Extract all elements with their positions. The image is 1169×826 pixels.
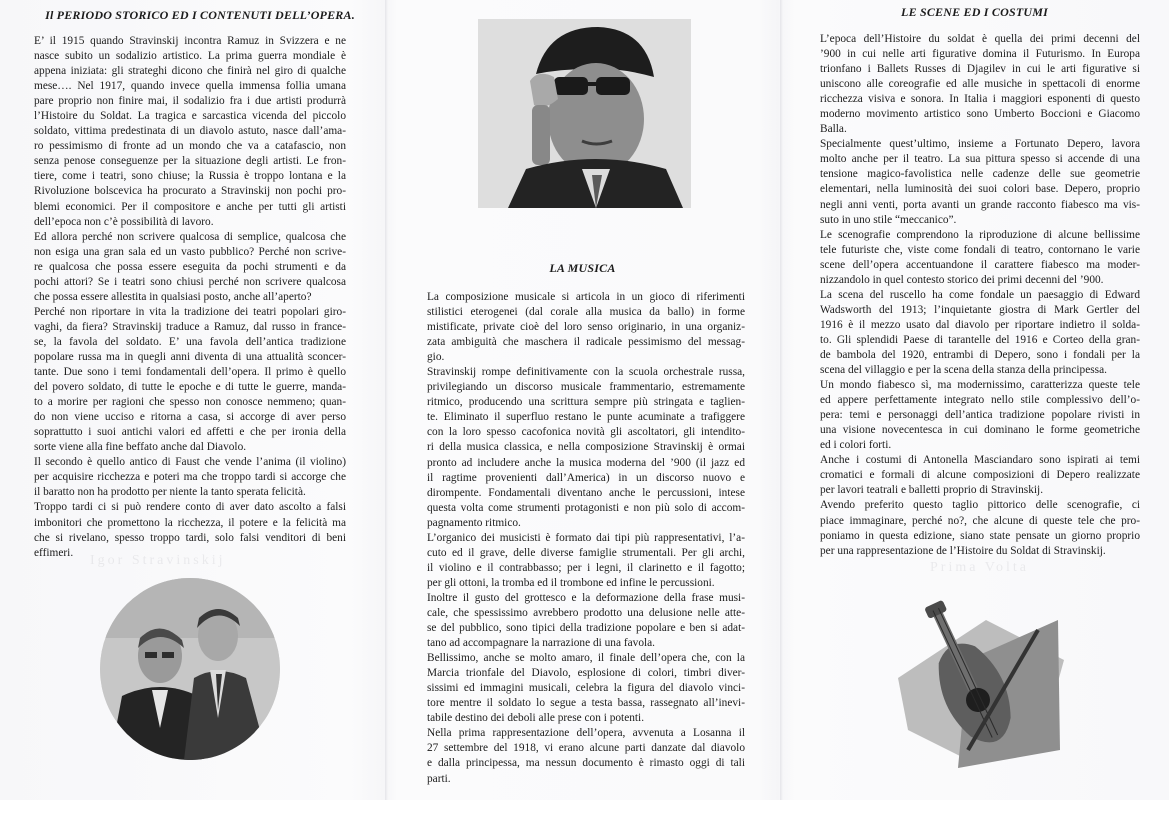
- panel-music: [385, 0, 780, 800]
- panel2-line: stilistici eterogenei (dal corale alla musica da ballo) in forme: [427, 306, 745, 319]
- panel1-line: sorte viene alla fine beffato anche dal Diavolo.: [34, 441, 247, 454]
- panel1-line: per acquisire ricchezza e poteri ma che troppo tardi si accorge che: [34, 471, 346, 484]
- panel2-line: Inoltre il gusto del grottesco e la deformazione della frase musi-: [427, 591, 745, 604]
- panel3-line: L’epoca dell’Histoire du soldat è quella dei primi decenni del: [820, 33, 1140, 45]
- panel3-line: tensione magico-favolistica nelle cadenze delle sue geometrie: [820, 168, 1140, 181]
- panel1-line: E’ il 1915 quando Stravinskij incontra Ramuz in Svizzera e ne: [34, 35, 346, 47]
- panel2-heading: LA MUSICA: [549, 261, 616, 275]
- panel1-line: blemi economici. Per il compositore e anche per tutti gli artisti: [34, 200, 346, 213]
- panel2-line: privilegiando un discorso musicale frammentario, estremamente: [427, 381, 745, 394]
- panel2-line: Bellissimo, anche se molto amaro, il finale dell’opera che, con la: [427, 652, 745, 665]
- panel3-text: [820, 32, 1140, 559]
- panel2-line: parti.: [427, 772, 451, 785]
- panel3-line: pera: temi e personaggi dell’antica tradizione popolare rivisti in: [820, 409, 1140, 422]
- panel3-line: Wadsworth del 1913; l’inquietante giostra di Mark Gertler del: [820, 303, 1140, 316]
- panel1-line: dell’epoca non c’è possibilità di lavoro.: [34, 215, 214, 228]
- panel1-line: vaghi, da fiera? Stravinskij traduce a Ramuz, dal russo in france-: [34, 320, 346, 333]
- panel1-text: [34, 34, 346, 561]
- panel1-line: pochi attori? Se i teatri sono chiusi perché non scrivere qualcosa: [34, 275, 346, 288]
- panel2-line: Stravinskij rompe definitivamente con la scuola orchestrale russa,: [427, 366, 745, 379]
- panel1-line: che possa essere allestita in qualsiasi posto, anche all’aperto?: [34, 290, 312, 303]
- panel1-line: il baratto non ha prodotto per niente la tanto sperata felicità.: [34, 486, 306, 499]
- panel3-heading: LE SCENE ED I COSTUMI: [901, 5, 1048, 19]
- panel3-line: de bambola del 1920, entrambi di Depero, sono i fondali per la: [820, 348, 1140, 361]
- panel2-line: il ragtime provenienti dall’America) in un discorso nuovo e: [427, 471, 745, 484]
- panel1-line: do non viene ucciso e ritorna a casa, si accorge di aver perso: [34, 411, 346, 424]
- panel1-line: imbonitori che promettono la ricchezza, il potere e la felicità ma: [34, 516, 346, 529]
- panel3-line: moderno movimento artistico sono Umberto Boccioni e Giacomo: [820, 108, 1140, 121]
- panel-scenes-costumes: [780, 0, 1169, 800]
- panel2-line: per gli ottoni, la tromba ed il trombone ed infine le percussioni.: [427, 576, 715, 589]
- panel2-line: dirompente. Fondamentali diventano anche le percussioni, intese: [427, 486, 745, 499]
- panel2-line: cale, che spessissimo avrebbero prodotto una delusione nelle atte-: [427, 606, 745, 619]
- panel3-line: Balla.: [820, 123, 847, 136]
- panel2-line: te. Eliminato il superfluo restano le punte acuminate a trafiggere: [427, 411, 745, 424]
- panel2-line: questa volta come strumenti protagonisti e non più solo di accom-: [427, 501, 745, 514]
- panel1-line: nasce subito un sodalizio artistico. La prima guerra mondiale è: [34, 50, 346, 63]
- panel1-line: to a morire per ragioni che spesso non conosce nemmeno; quan-: [34, 396, 346, 409]
- panel3-line: nizzandolo in quel contesto storico dei primi decenni del ’900.: [820, 273, 1104, 286]
- panel1-line: Perché non riportare in vita la tradizione dei teatri popolari giro-: [34, 305, 346, 318]
- panel3-line: molto anche per il teatro. La sua pittura spesso si accende di una: [820, 153, 1140, 166]
- panel2-line: L’organico dei musicisti è formato dai tipi più rappresentativi, l’a-: [427, 531, 745, 544]
- panel2-line: zata ambiguità che maschera il radicale pessimismo del messag-: [427, 336, 745, 349]
- panel1-line: soldato, vittima predestinata di un diavolo astuto, nasce dall’ama-: [34, 125, 346, 138]
- panel2-line: il violino e il contrabbasso; per i legni, il clarinetto e il fagotto;: [427, 561, 745, 574]
- panel2-line: cuto ed il grave, delle diverse famiglie strumentali. Per gli archi,: [427, 546, 745, 559]
- photo-stravinskij-ramuz: [100, 578, 280, 760]
- panel3-line: piace immaginare, perché no?, che alcune di queste tele che pro-: [820, 514, 1140, 527]
- panel3-line: ed i colori forti.: [820, 439, 892, 452]
- panel3-line: Specialmente quest’ultimo, insieme a Fortunato Depero, lavora: [820, 138, 1140, 151]
- panel3-line: suto in uno stile “meccanico”.: [820, 213, 957, 226]
- panel1-line: pare proprio non finire mai, il sodalizio fra i due artisti produrrà: [34, 95, 346, 108]
- panel2-line: tano ad accompagnare la narrazione di una favola.: [427, 637, 656, 650]
- panel2-line: con la loro spesso cacofonica novità gli ascoltatori, gli intendito-: [427, 426, 745, 439]
- panel3-line: Avendo preferito questo taglio pittorico delle scenografie, ci: [820, 499, 1140, 512]
- panel3-line: scene dell’opera accentuandone il carattere fiabesco ma moder-: [820, 258, 1140, 271]
- panel2-line: Marcia trionfale del Diavolo, esplosione di colori, timbri diver-: [427, 667, 745, 680]
- panel2-line: pagnamento ritmico.: [427, 516, 521, 529]
- panel1-line: mese…. Nel 1917, quando invece quella immensa follia umana: [34, 80, 346, 93]
- panel1-line: tiere, come i teatri, sono chiuse; la Russia è troppo lontana e la: [34, 170, 346, 183]
- panel1-line: che si rivelano, spesso troppo tardi, solo falsi venditori di beni: [34, 531, 346, 544]
- panel2-line: 27 settembre del 1918, vi erano alcune parti danzate dal diavolo: [427, 742, 745, 755]
- panel1-line: senza penose conseguenze per la situazione degli artisti. Le fron-: [34, 155, 346, 168]
- panel2-line: La composizione musicale si articola in un gioco di riferimenti: [427, 291, 745, 303]
- panel1-line: re qualcosa che possa essere eseguita da pochi strumenti e da: [34, 260, 346, 273]
- panel1-line: se, la favola del soldato. E’ una favola dell’antica tradizione: [34, 335, 346, 348]
- panel3-line: Anche i costumi di Antonella Masciandaro sono ispirati ai temi: [820, 454, 1140, 467]
- panel2-text: [427, 290, 745, 787]
- panel2-line: ritmico, producendo una scrittura sempre più stringata e taglien-: [427, 396, 745, 409]
- panel3-line: La scena del ruscello ha come fondale un paesaggio di Edward: [820, 288, 1140, 301]
- panel3-line: una visione novecentesca in cui dominano le forme geometriche: [820, 424, 1140, 437]
- panel2-line: mistificate, private cioè del loro senso originario, in una organiz-: [427, 321, 745, 334]
- ghost-bleed-text: Igor Stravinskij: [90, 553, 226, 568]
- panel1-line: l’Histoire du Soldat. La tragica e sarcastica vicenda del piccolo: [34, 110, 346, 123]
- panel1-line: Ed allora perché non scrivere qualcosa di semplice, qualcosa che: [34, 230, 346, 243]
- panel3-line: uniscono alle coreografie ed alle musiche in spettacoli di enorme: [820, 78, 1140, 91]
- panel1-heading: Il PERIODO STORICO ED I CONTENUTI DELL’OPERA.: [45, 8, 355, 22]
- panel3-line: to. Gli splendidi Paese di tarantelle del 1916 e Corteo della gran-: [820, 333, 1140, 346]
- panel1-line: popolare russa ma in quegli anni diventa di una attualità sconcer-: [34, 350, 346, 363]
- panel3-line: Le scenografie comprendono la riproduzione di alcune bellissime: [820, 228, 1140, 241]
- panel1-line: tante. Due sono i temi fondamentali dell’opera. Il primo è quello: [34, 366, 346, 379]
- panel3-line: Un mondo fiabesco sì, ma modernissimo, caratterizza queste tele: [820, 379, 1140, 392]
- panel1-line: del povero soldato, di tutte le epoche e di tutte le guerre, manda-: [34, 381, 346, 394]
- panel2-line: gio.: [427, 351, 445, 364]
- panel3-line: tele futuriste che, viste come fondali di teatro, contornano le varie: [820, 243, 1140, 256]
- panel3-line: per una rappresentazione de l’Histoire du Soldat di Stravinskij.: [820, 544, 1106, 557]
- panel2-line: tabile destino dei deboli alle prese con i potenti.: [427, 712, 645, 725]
- panel1-line: Rivoluzione bolscevica ha procurato a Stravinskij non pochi pro-: [34, 185, 346, 198]
- panel1-line: soprattutto i suoi antichi valori ed affetti e che per ironia della: [34, 426, 346, 439]
- panel2-line: se del pubblico, sono tipici della tradizione popolare e ben si adat-: [427, 622, 745, 635]
- panel3-line: 1916 è il mezzo usato dal diavolo per riportare indietro il solda-: [820, 318, 1140, 331]
- panel1-line: non esiga una gran sala ed un vasto pubblico? Perché non scrive-: [34, 245, 346, 258]
- ghost-bleed-text-2: Prima Volta: [930, 560, 1029, 575]
- panel3-line: ’900 in cui nelle arti figurative domina il Futurismo. In Europa: [820, 48, 1140, 61]
- panel3-line: ed appere perfettamente integrato nello stile complessivo dell’o-: [820, 394, 1140, 407]
- panel2-line: sissimi ed immagini musicali, celebra la figura del diavolo vinci-: [427, 682, 745, 695]
- panel3-line: per lavori teatrali e balletti proprio di Stravinskij.: [820, 484, 1044, 497]
- panel1-line: effimeri.: [34, 546, 74, 559]
- panel2-line: ri della musica classica, e nella composizione Stravinskij è ormai: [427, 441, 745, 454]
- panel2-line: Nella prima rappresentazione dell’opera, avvenuta a Losanna il: [427, 727, 745, 740]
- panel3-line: trionfano i Ballets Russes di Djagilev in cui le arti figurative si: [820, 63, 1140, 76]
- panel2-line: e dalla principessa, ma nessun documento è rimasto oggi di tali: [427, 757, 745, 770]
- panel3-line: elementari, nella luminosità dei suoi colori base. Depero, proprio: [820, 183, 1140, 196]
- panel1-line: appena iniziata: gli strateghi dicono che finirà nel giro di qualche: [34, 65, 346, 78]
- futurist-guitar-illustration: [898, 600, 1064, 768]
- panel2-line: pronto ad includere anche la musica moderna del ’900 (il jazz ed: [427, 456, 745, 469]
- panel2-line: tore mentre il soldato lo segue a testa bassa, rassegnato all’inevi-: [427, 697, 745, 710]
- panel3-line: cromatici e formali di alcune composizioni di Depero realizzate: [820, 469, 1140, 482]
- panel3-line: poniamo in questa edizione, siano state pensate un giorno proprio: [820, 529, 1140, 542]
- panel1-line: Troppo tardi ci si può rendere conto di aver dato ascolto a falsi: [34, 501, 346, 514]
- panel-historical-period: [0, 0, 385, 800]
- panel3-line: ricchezza visiva e sonora. In Italia i maggiori esponenti di questo: [820, 93, 1140, 106]
- photo-stravinskij-portrait: [478, 19, 691, 208]
- panel3-line: negli anni venti, porta avanti un grande racconto fiabesco ma vis-: [820, 198, 1140, 211]
- panel1-line: ro pessimismo di fronte ad un mondo che va a catafascio, non: [34, 140, 346, 153]
- panel3-line: scena del villaggio e per la scena della stanza della principessa.: [820, 364, 1107, 377]
- panel1-line: Il secondo è quello antico di Faust che vende l’anima (il violino): [34, 456, 346, 469]
